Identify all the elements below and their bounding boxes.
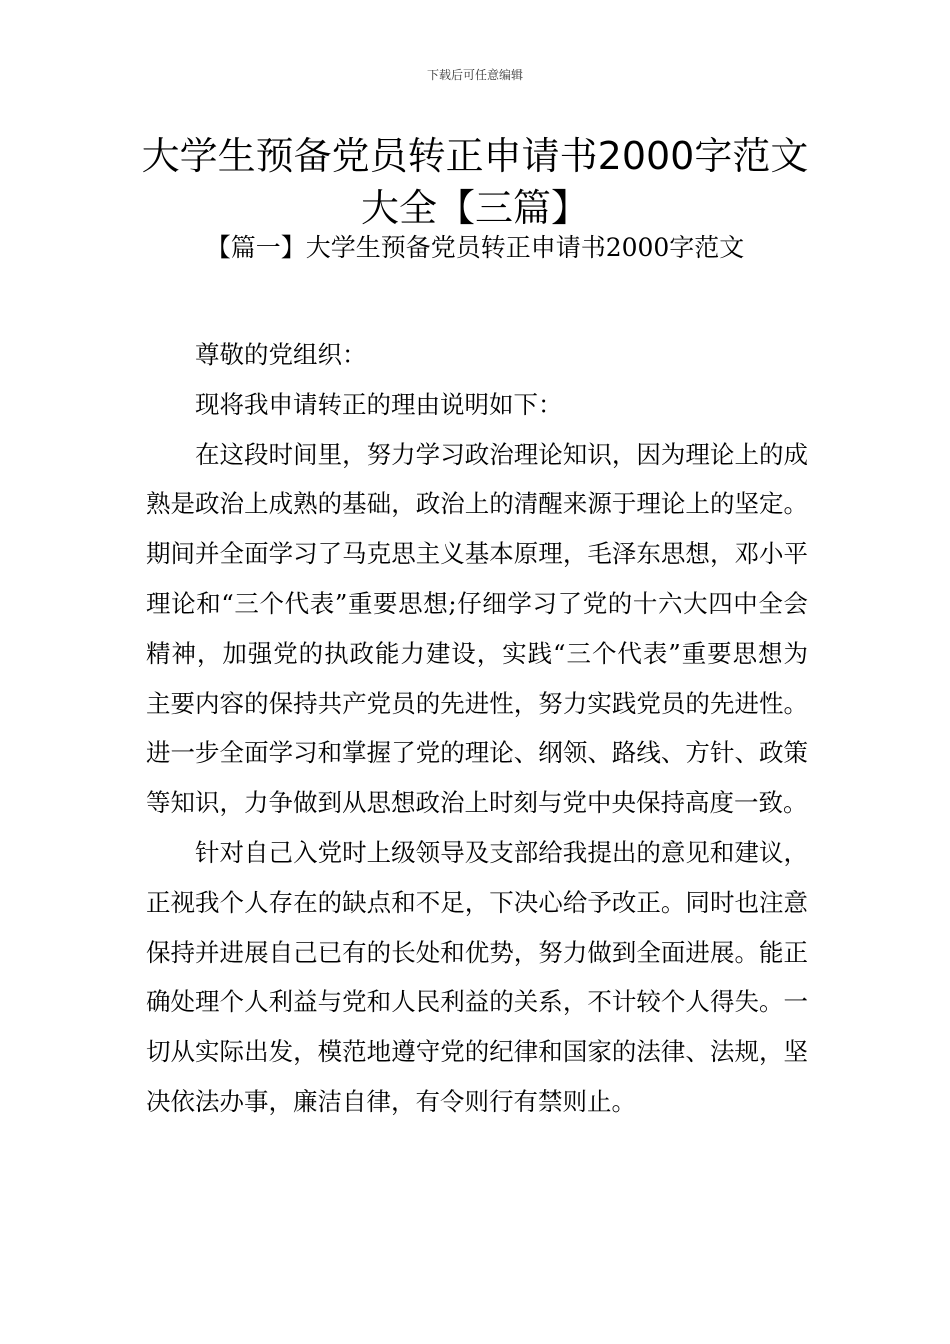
document-body [146, 330, 808, 1127]
document-title: 大学生预备党员转正申请书2000字范文大全【三篇】 [141, 134, 809, 230]
salutation: 尊敬的党组织： [195, 340, 367, 369]
intro-paragraph: 现将我申请转正的理由说明如下： [195, 389, 563, 419]
document-subtitle: 【篇一】大学生预备党员转正申请书2000字范文 [205, 233, 745, 262]
header-note: 下载后可任意编辑 [426, 68, 523, 82]
body-paragraph: 针对自己入党时上级领导及支部给我提出的意见和建议，正视我个人存在的缺点和不足，下决心给予改正。同时也注意保持并进展自己已有的长处和优势，努力做到全面进展。能正确处理个人利益与党和人民利益的关系，不计较个人得失。一切从实际出发，模范地遵守党的纪律和国家的法律、法规，坚决依法办事，廉洁自律，有令则行有禁则止。 [146, 837, 808, 1116]
body-paragraph: 在这段时间里，努力学习政治理论知识，因为理论上的成熟是政治上成熟的基础，政治上的清醒来源于理论上的坚定。期间并全面学习了马克思主义基本原理，毛泽东思想，邓小平理论和“三个代表”重要思想;仔细学习了党的十六大四中全会精神，加强党的执政能力建设，实践“三个代表”重要思想为主要内容的保持共产党员的先进性，努力实践党员的先进性。进一步全面学习和掌握了党的理论、纲领、路线、方针、政策等知识，力争做到从思想政治上时刻与党中央保持高度一致。 [146, 439, 808, 818]
